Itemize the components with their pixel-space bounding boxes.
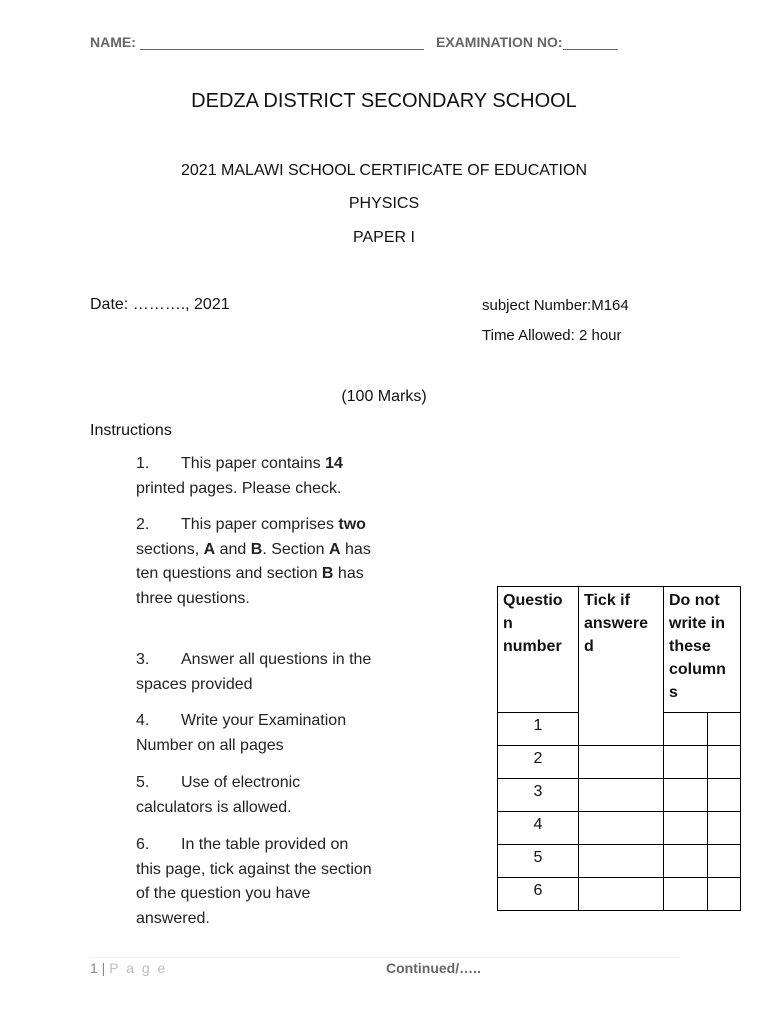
name-field <box>90 34 424 50</box>
header-do-not-write: Do not write in these column s <box>664 587 741 713</box>
instruction-1 <box>136 452 376 501</box>
instruction-text: has ten questions and section <box>136 540 371 582</box>
tick-cell[interactable] <box>579 779 664 812</box>
instruction-emphasis: A <box>329 540 341 558</box>
continued-note: Continued/….. <box>386 960 481 976</box>
tick-cell[interactable] <box>579 845 664 878</box>
instruction-3 <box>136 648 376 697</box>
exam-no-field <box>436 34 618 50</box>
school-name: DEDZA DISTRICT SECONDARY SCHOOL <box>191 90 577 112</box>
instruction-emphasis: 14 <box>325 455 343 472</box>
instruction-6 <box>136 833 376 931</box>
instruction-text: and <box>215 540 251 558</box>
instruction-text: This paper comprises <box>181 516 339 533</box>
marker-cell <box>707 812 740 845</box>
marker-cell <box>664 812 708 845</box>
instruction-number: 6. <box>136 836 150 853</box>
page-number-value: 1 | <box>90 960 106 976</box>
paper-title: PAPER I <box>353 229 415 246</box>
instruction-text: Write your Examination Number on all pages <box>136 712 347 754</box>
question-number-cell: 1 <box>498 713 579 746</box>
subject-number: subject Number:M164 <box>482 297 629 314</box>
question-number-cell: 3 <box>498 779 579 812</box>
date-line: Date: ………., 2021 <box>90 296 230 313</box>
instructions-heading: Instructions <box>90 422 172 439</box>
instruction-text: Answer all questions in the spaces provided <box>136 651 372 693</box>
exam-no-label: EXAMINATION NO: <box>436 34 563 50</box>
total-marks: (100 Marks) <box>341 388 427 405</box>
marker-cell <box>707 878 740 911</box>
exam-title: 2021 MALAWI SCHOOL CERTIFICATE OF EDUCATION <box>181 162 587 179</box>
footer-divider <box>90 957 680 958</box>
name-blank <box>140 49 424 50</box>
subject-title: PHYSICS <box>348 195 420 212</box>
question-number-cell: 2 <box>498 746 579 779</box>
exam-no-blank <box>563 49 618 50</box>
instruction-emphasis: two <box>338 516 366 533</box>
instruction-text: This paper contains <box>181 455 326 472</box>
marker-cell <box>707 746 740 779</box>
question-number-cell: 6 <box>498 878 579 911</box>
instruction-emphasis: B <box>321 565 334 582</box>
question-number-cell: 4 <box>498 812 579 845</box>
instruction-text: sections, <box>136 540 204 558</box>
time-allowed: Time Allowed: 2 hour <box>482 327 622 344</box>
marker-cell <box>664 746 708 779</box>
instruction-2 <box>136 513 376 611</box>
instruction-number: 1. <box>136 455 150 472</box>
marker-cell <box>707 779 740 812</box>
tick-cell[interactable] <box>579 878 664 911</box>
instruction-text: has three questions. <box>136 565 364 607</box>
instruction-4 <box>136 709 376 758</box>
instruction-text: printed pages. Please check. <box>136 479 342 497</box>
marker-cell <box>707 713 740 746</box>
instruction-text: Use of electronic calculators is allowed. <box>136 774 301 816</box>
instruction-emphasis: B <box>250 540 263 558</box>
instruction-number: 4. <box>136 712 150 729</box>
instruction-text: . Section <box>262 540 330 558</box>
marker-cell <box>707 845 740 878</box>
marker-cell <box>664 779 708 812</box>
header-tick: Tick if answere d <box>579 587 664 746</box>
header-question-number: Questio n number <box>498 587 579 713</box>
marker-cell <box>664 878 708 911</box>
tick-cell[interactable] <box>579 746 664 779</box>
page-number <box>90 960 167 976</box>
marker-cell <box>664 845 708 878</box>
page-word: P a g e <box>109 960 168 976</box>
name-label: NAME: <box>90 34 136 50</box>
question-number-cell: 5 <box>498 845 579 878</box>
marker-cell <box>664 713 708 746</box>
tick-cell[interactable] <box>579 812 664 845</box>
question-tick-table <box>497 586 741 911</box>
instruction-number: 3. <box>136 651 150 668</box>
instruction-number: 5. <box>136 774 150 791</box>
instruction-text: In the table provided on this page, tick against the section of the question you have answered. <box>136 836 372 927</box>
instruction-number: 2. <box>136 516 150 533</box>
instruction-5 <box>136 771 376 820</box>
instruction-emphasis: A <box>203 540 216 558</box>
